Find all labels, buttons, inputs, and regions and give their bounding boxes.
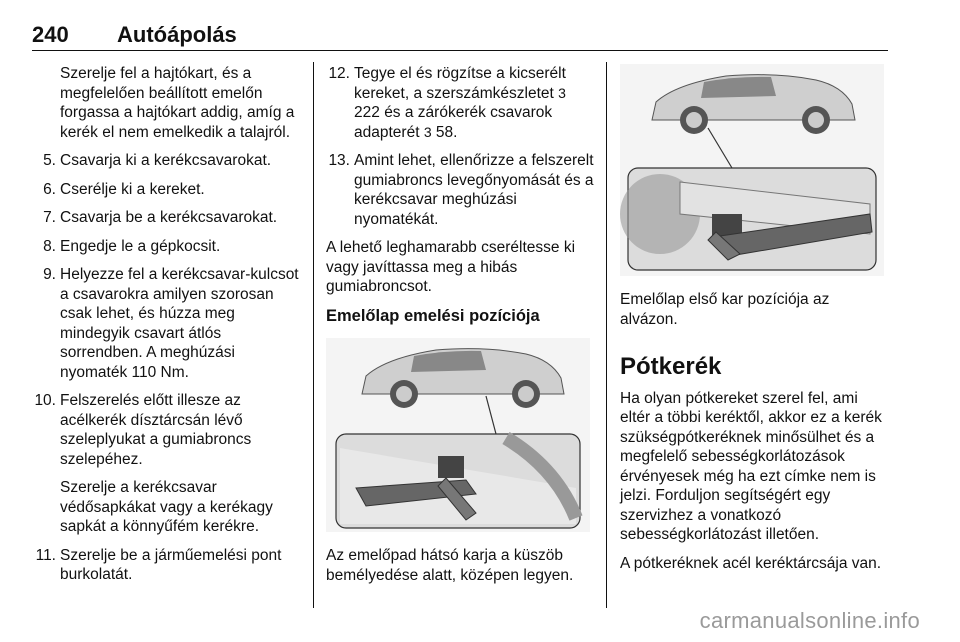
step-number: 11. <box>35 546 56 564</box>
step-number: 7. <box>43 209 56 226</box>
paragraph: A pótkeréknek acél keréktárcsája van. <box>620 554 882 572</box>
reference-arrow-icon: 3 <box>423 123 432 140</box>
intro-paragraph: Szerelje fel a hajtókart, és a megfelelően beállított emelőn forgassa a hajtókart addig, amíg a kerék el nem emelkedik a talajról. <box>60 65 295 141</box>
column-right <box>620 64 890 582</box>
step-text: Helyezze fel a kerékcsavar-kulcsot a csavarokra amilyen szorosan csak lehet, és húzza meg mindegyik csavart átlós sorrendben. A meghúzási nyomaték 110 Nm. <box>60 266 299 381</box>
step-number: 5. <box>43 152 56 169</box>
page-ref-link[interactable]: 222 <box>354 104 380 121</box>
section-title: Autóápolás <box>117 22 237 47</box>
figure-caption: Az emelőpad hátsó karja a küszöb bemélyedése alatt, középen legyen. <box>326 547 574 584</box>
step-number: 8. <box>43 237 56 255</box>
step-number: 13. <box>328 152 350 169</box>
column-divider <box>606 62 607 608</box>
list-item <box>32 237 300 257</box>
step-text: Felszerelés előtt illesze az acélkerék dísztárcsán lévő szeleplyukat a gumiabroncs szelepéhez. <box>60 392 252 468</box>
step-text: Engedje le a gépkocsit. <box>60 237 221 255</box>
illustration-rear-lift-point <box>326 338 590 532</box>
step-text: Amint lehet, ellenőrizze a felszerelt gumiabroncs levegőnyomását és a kerékcsavar meghúzási nyomatékát. <box>354 152 594 228</box>
list-item <box>32 208 300 228</box>
section-heading: Pótkerék <box>620 353 722 380</box>
step-number: 9. <box>43 266 56 283</box>
paragraph: A lehető leghamarabb cseréltesse ki vagy javíttassa meg a hibás gumiabroncsot. <box>326 239 576 295</box>
watermark: carmanualsonline.info <box>699 608 920 633</box>
step-text: Szerelje be a járműemelési pont burkolatát. <box>60 546 282 583</box>
figure-caption: Emelőlap első kar pozíciója az alvázon. <box>620 291 830 328</box>
steps-list <box>32 151 300 469</box>
column-middle <box>326 64 596 594</box>
step-10-extra: Szerelje a kerékcsavar védősapkákat vagy a kerékagy sapkát a könnyűfém kerékre. <box>60 479 273 535</box>
column-divider <box>313 62 314 608</box>
list-item <box>32 391 300 469</box>
step-text: Cserélje ki a kereket. <box>60 180 205 198</box>
car-lift-front-illustration <box>620 64 884 276</box>
illustration-front-lift-point <box>620 64 884 276</box>
list-item <box>32 151 300 171</box>
step-text: Tegye el és rögzítse a kicserélt kereket, a szerszámkészletet 3 222 és a zárókerék csavarok adapterét 3 58. <box>354 65 566 141</box>
list-item <box>326 151 596 229</box>
page-ref-link[interactable]: 58. <box>435 123 458 141</box>
page-number: 240 <box>32 22 69 47</box>
subheading: Emelőlap emelési pozíciója <box>326 306 540 325</box>
step-number: 6. <box>43 180 56 198</box>
step-text: Csavarja ki a kerékcsavarokat. <box>60 152 272 169</box>
page-header <box>32 18 888 51</box>
step-number: 10. <box>34 392 56 409</box>
reference-arrow-icon: 3 <box>558 84 566 101</box>
step-text: Csavarja be a kerékcsavarokat. <box>60 209 278 226</box>
paragraph: Ha olyan pótkereket szerel fel, ami eltér a többi keréktől, akkor ez a kerék szükségpótkeréknek minősülhet és a megfelelő sebességkorlátozások érvényesek még ha ezt címke nem is jelzi. Forduljon segítségért egy szervizhez a vonatkozó sebességkorlátozást illetően. <box>620 389 882 543</box>
list-item <box>326 64 596 142</box>
list-item <box>32 546 300 585</box>
step-number: 12. <box>328 65 350 82</box>
list-item <box>32 265 300 382</box>
car-lift-rear-illustration <box>326 338 590 532</box>
list-item <box>32 180 300 200</box>
column-left <box>32 64 300 594</box>
